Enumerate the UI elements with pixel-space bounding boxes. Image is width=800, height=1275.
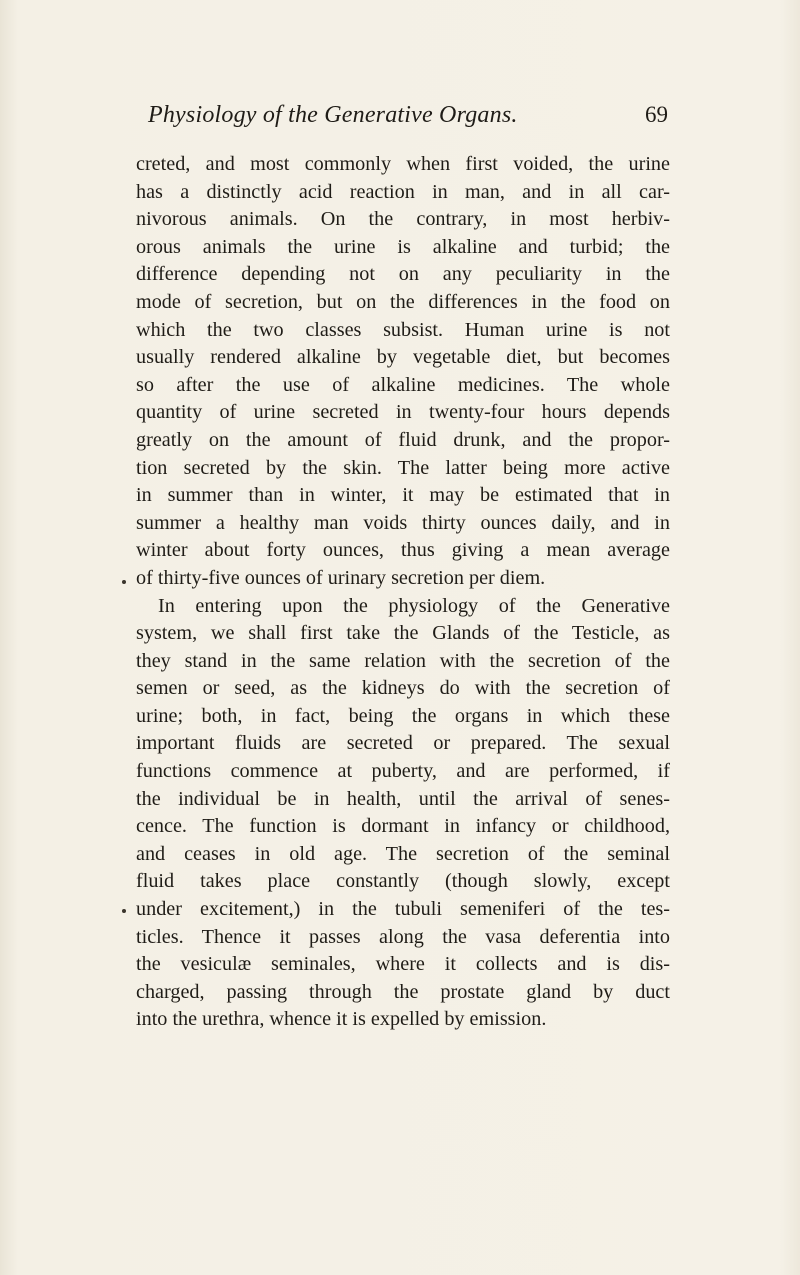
text-line: creted, and most commonly when first voided, the urine	[136, 153, 670, 175]
text-line: cence. The function is dormant in infancy or childhood,	[136, 815, 670, 838]
text-line: into the urethra, whence it is expelled by emission.	[136, 1008, 547, 1031]
text-line: summer a healthy man voids thirty ounces daily, and in	[136, 511, 670, 534]
text-line: under excitement,) in the tubuli semeniferi of the tes-	[136, 898, 670, 921]
body-text	[136, 151, 670, 1034]
margin-speck	[122, 909, 126, 913]
text-line: urine; both, in fact, being the organs in which these	[136, 704, 670, 727]
running-header	[148, 102, 668, 136]
text-line: semen or seed, as the kidneys do with the secretion of	[136, 677, 670, 700]
paragraph-start-line: In entering upon the physiology of the Generative	[158, 594, 670, 617]
text-line: quantity of urine secreted in twenty-four hours depends	[136, 401, 670, 424]
text-line: important fluids are secreted or prepared. The sexual	[136, 732, 670, 755]
text-line: system, we shall first take the Glands of the Testicle, as	[136, 622, 670, 645]
running-title: Physiology of the Generative Organs.	[148, 102, 518, 128]
text-line: has a distinctly acid reaction in man, and in all car-	[136, 180, 670, 203]
text-line: which the two classes subsist. Human urine is not	[136, 318, 670, 341]
text-line: mode of secretion, but on the differences in the food on	[136, 290, 670, 313]
text-line: in summer than in winter, it may be estimated that in	[136, 484, 670, 507]
text-line: charged, passing through the prostate gland by duct	[136, 980, 670, 1003]
text-line: fluid takes place constantly (though slowly, except	[136, 870, 670, 893]
text-line: they stand in the same relation with the secretion of the	[136, 649, 670, 672]
text-line: difference depending not on any peculiarity in the	[136, 263, 670, 286]
text-line: greatly on the amount of fluid drunk, and the propor-	[136, 428, 670, 451]
text-line: tion secreted by the skin. The latter being more active	[136, 456, 670, 479]
text-line: ticles. Thence it passes along the vasa deferentia into	[136, 925, 670, 948]
text-line: winter about forty ounces, thus giving a mean average	[136, 539, 670, 562]
margin-speck	[122, 580, 126, 584]
text-line: the vesiculæ seminales, where it collects and is dis-	[136, 953, 670, 976]
text-line: and ceases in old age. The secretion of the seminal	[136, 842, 670, 865]
page-number: 69	[645, 102, 668, 127]
text-line: orous animals the urine is alkaline and turbid; the	[136, 235, 670, 258]
text-line: of thirty-five ounces of urinary secretion per diem.	[136, 566, 546, 589]
text-line: functions commence at puberty, and are performed, if	[136, 760, 670, 783]
text-line: so after the use of alkaline medicines. The whole	[136, 373, 670, 396]
text-line: usually rendered alkaline by vegetable diet, but becomes	[136, 346, 670, 369]
text-line: the individual be in health, until the arrival of senes-	[136, 787, 670, 810]
text-line: nivorous animals. On the contrary, in most herbiv-	[136, 208, 670, 231]
